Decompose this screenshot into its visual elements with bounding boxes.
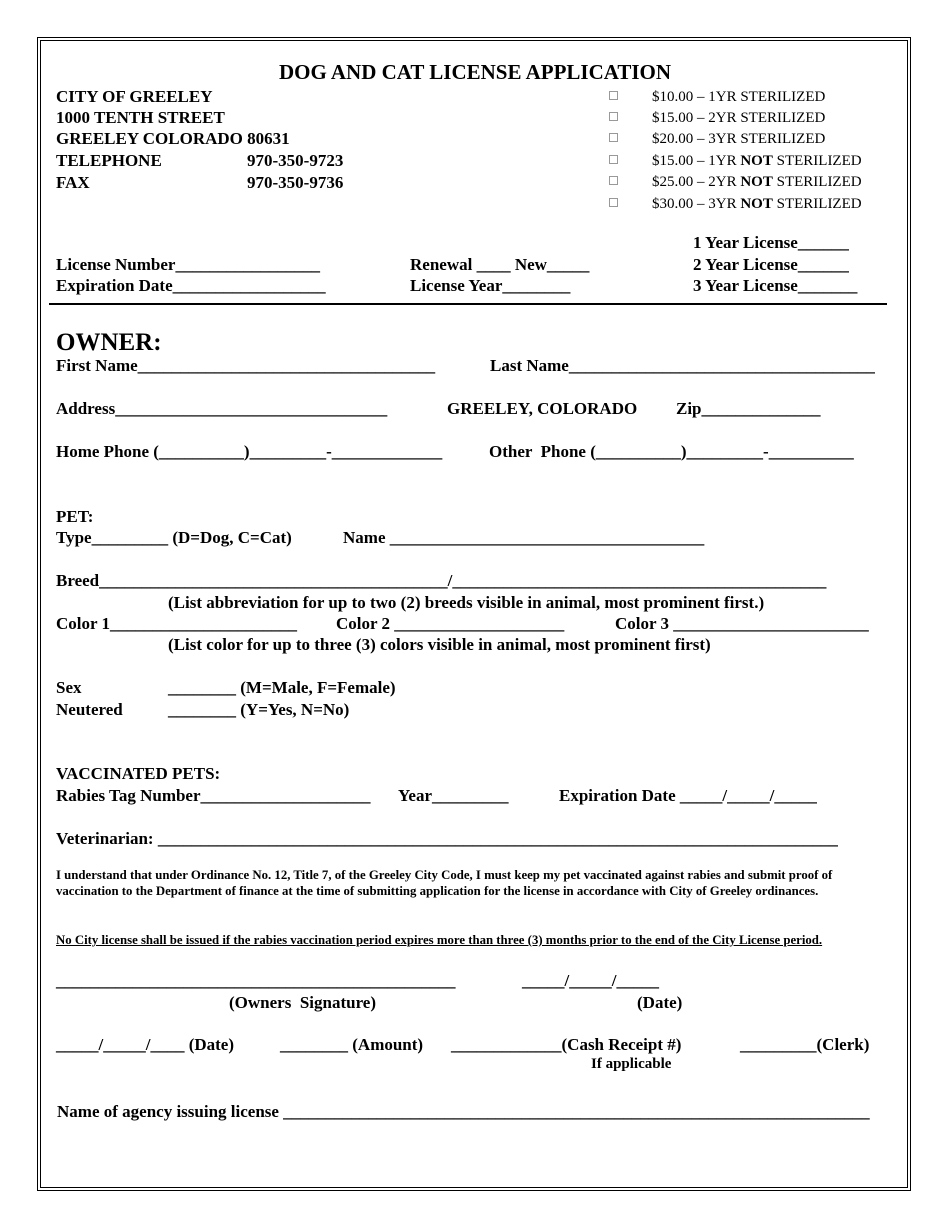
- rabies-year-field[interactable]: Year_________: [398, 786, 509, 805]
- fee-option: $30.00 – 3YR NOT STERILIZED: [652, 196, 862, 212]
- city-state-zip: GREELEY COLORADO 80631: [56, 129, 290, 148]
- office-date-field[interactable]: _____/_____/____ (Date): [56, 1035, 235, 1054]
- fee-checkbox[interactable]: [609, 112, 618, 121]
- pet-heading: PET:: [56, 507, 94, 526]
- license-notice: No City license shall be issued if the rabies vaccination period expires more than three (3) months prior to the end of the City License period.: [56, 933, 823, 947]
- home-phone-field[interactable]: Home Phone (__________)_________-_____________: [56, 442, 443, 461]
- amount-field[interactable]: ________ (Amount): [280, 1035, 424, 1054]
- fee-option: $15.00 – 1YR NOT STERILIZED: [652, 153, 862, 169]
- telephone-label: TELEPHONE: [56, 151, 162, 170]
- renewal-new-field[interactable]: Renewal ____ New_____: [410, 255, 590, 274]
- fee-checkbox[interactable]: [609, 198, 618, 207]
- three-year-license-field[interactable]: 3 Year License_______: [693, 276, 858, 295]
- owner-city-state: GREELEY, COLORADO: [447, 399, 638, 418]
- veterinarian-field[interactable]: Veterinarian: ________________________________________________________________________________: [56, 829, 838, 848]
- license-year-field[interactable]: License Year________: [410, 276, 571, 295]
- fee-checkbox[interactable]: [609, 176, 618, 185]
- if-applicable-note: If applicable: [591, 1056, 672, 1072]
- breed-note: (List abbreviation for up to two (2) breeds visible in animal, most prominent first.): [168, 593, 765, 612]
- zip-field[interactable]: Zip______________: [676, 399, 821, 418]
- ordinance-statement: I understand that under Ordinance No. 12, Title 7, of the Greeley City Code, I must keep my pet vaccinated against rabies and submit proof of vaccination to the Department of finance at the time of submitting application for the license in accordance with City of Greeley ordinances.: [56, 868, 833, 898]
- color3-field[interactable]: Color 3 _______________________: [615, 614, 869, 633]
- fax-label: FAX: [56, 173, 90, 192]
- fee-checkbox[interactable]: [609, 155, 618, 164]
- cash-receipt-field[interactable]: _____________(Cash Receipt #): [451, 1035, 682, 1054]
- vaccinated-heading: VACCINATED PETS:: [56, 764, 221, 783]
- fee-option: $20.00 – 3YR STERILIZED: [652, 131, 826, 147]
- fee-option: $10.00 – 1YR STERILIZED: [652, 89, 826, 105]
- fee-checkbox[interactable]: [609, 91, 618, 100]
- license-number-field[interactable]: License Number_________________: [56, 255, 320, 274]
- rabies-tag-field[interactable]: Rabies Tag Number____________________: [56, 786, 371, 805]
- pet-type-field[interactable]: Type_________ (D=Dog, C=Cat): [56, 528, 292, 547]
- color2-field[interactable]: Color 2 ____________________: [336, 614, 565, 633]
- expiration-date-field[interactable]: Expiration Date__________________: [56, 276, 326, 295]
- section-divider: [49, 303, 887, 305]
- pet-name-field[interactable]: Name _____________________________________: [343, 528, 705, 547]
- signature-date-label: (Date): [637, 993, 683, 1012]
- fee-option: $25.00 – 2YR NOT STERILIZED: [652, 174, 862, 190]
- address-field[interactable]: Address________________________________: [56, 399, 388, 418]
- city-name: CITY OF GREELEY: [56, 87, 213, 106]
- owner-signature-label: (Owners Signature): [229, 993, 377, 1012]
- form-title: DOG AND CAT LICENSE APPLICATION: [278, 60, 672, 84]
- neutered-field[interactable]: ________ (Y=Yes, N=No): [168, 700, 350, 719]
- telephone-number: 970-350-9723: [247, 151, 344, 170]
- color-note: (List color for up to three (3) colors visible in animal, most prominent first): [168, 635, 711, 654]
- fee-option: $15.00 – 2YR STERILIZED: [652, 110, 826, 126]
- owner-heading: OWNER:: [56, 329, 162, 356]
- owner-signature-line[interactable]: _______________________________________________: [56, 971, 456, 990]
- neutered-label: Neutered: [56, 700, 123, 719]
- issuing-agency-field[interactable]: Name of agency issuing license _____________________________________________________________________: [57, 1102, 870, 1121]
- city-street: 1000 TENTH STREET: [56, 108, 225, 127]
- sex-label: Sex: [56, 678, 82, 697]
- other-phone-field[interactable]: Other Phone (__________)_________-__________: [489, 442, 854, 461]
- rabies-expiration-field[interactable]: Expiration Date _____/_____/_____: [559, 786, 817, 805]
- last-name-field[interactable]: Last Name____________________________________: [490, 356, 875, 375]
- one-year-license-field[interactable]: 1 Year License______: [693, 233, 849, 252]
- sex-field[interactable]: ________ (M=Male, F=Female): [168, 678, 396, 697]
- breed-field[interactable]: Breed_________________________________________/____________________________________________: [56, 571, 827, 590]
- first-name-field[interactable]: First Name___________________________________: [56, 356, 436, 375]
- fee-checkbox[interactable]: [609, 133, 618, 142]
- signature-date-field[interactable]: _____/_____/_____: [522, 971, 659, 990]
- fax-number: 970-350-9736: [247, 173, 344, 192]
- clerk-field[interactable]: _________(Clerk): [740, 1035, 870, 1054]
- color1-field[interactable]: Color 1______________________: [56, 614, 297, 633]
- two-year-license-field[interactable]: 2 Year License______: [693, 255, 849, 274]
